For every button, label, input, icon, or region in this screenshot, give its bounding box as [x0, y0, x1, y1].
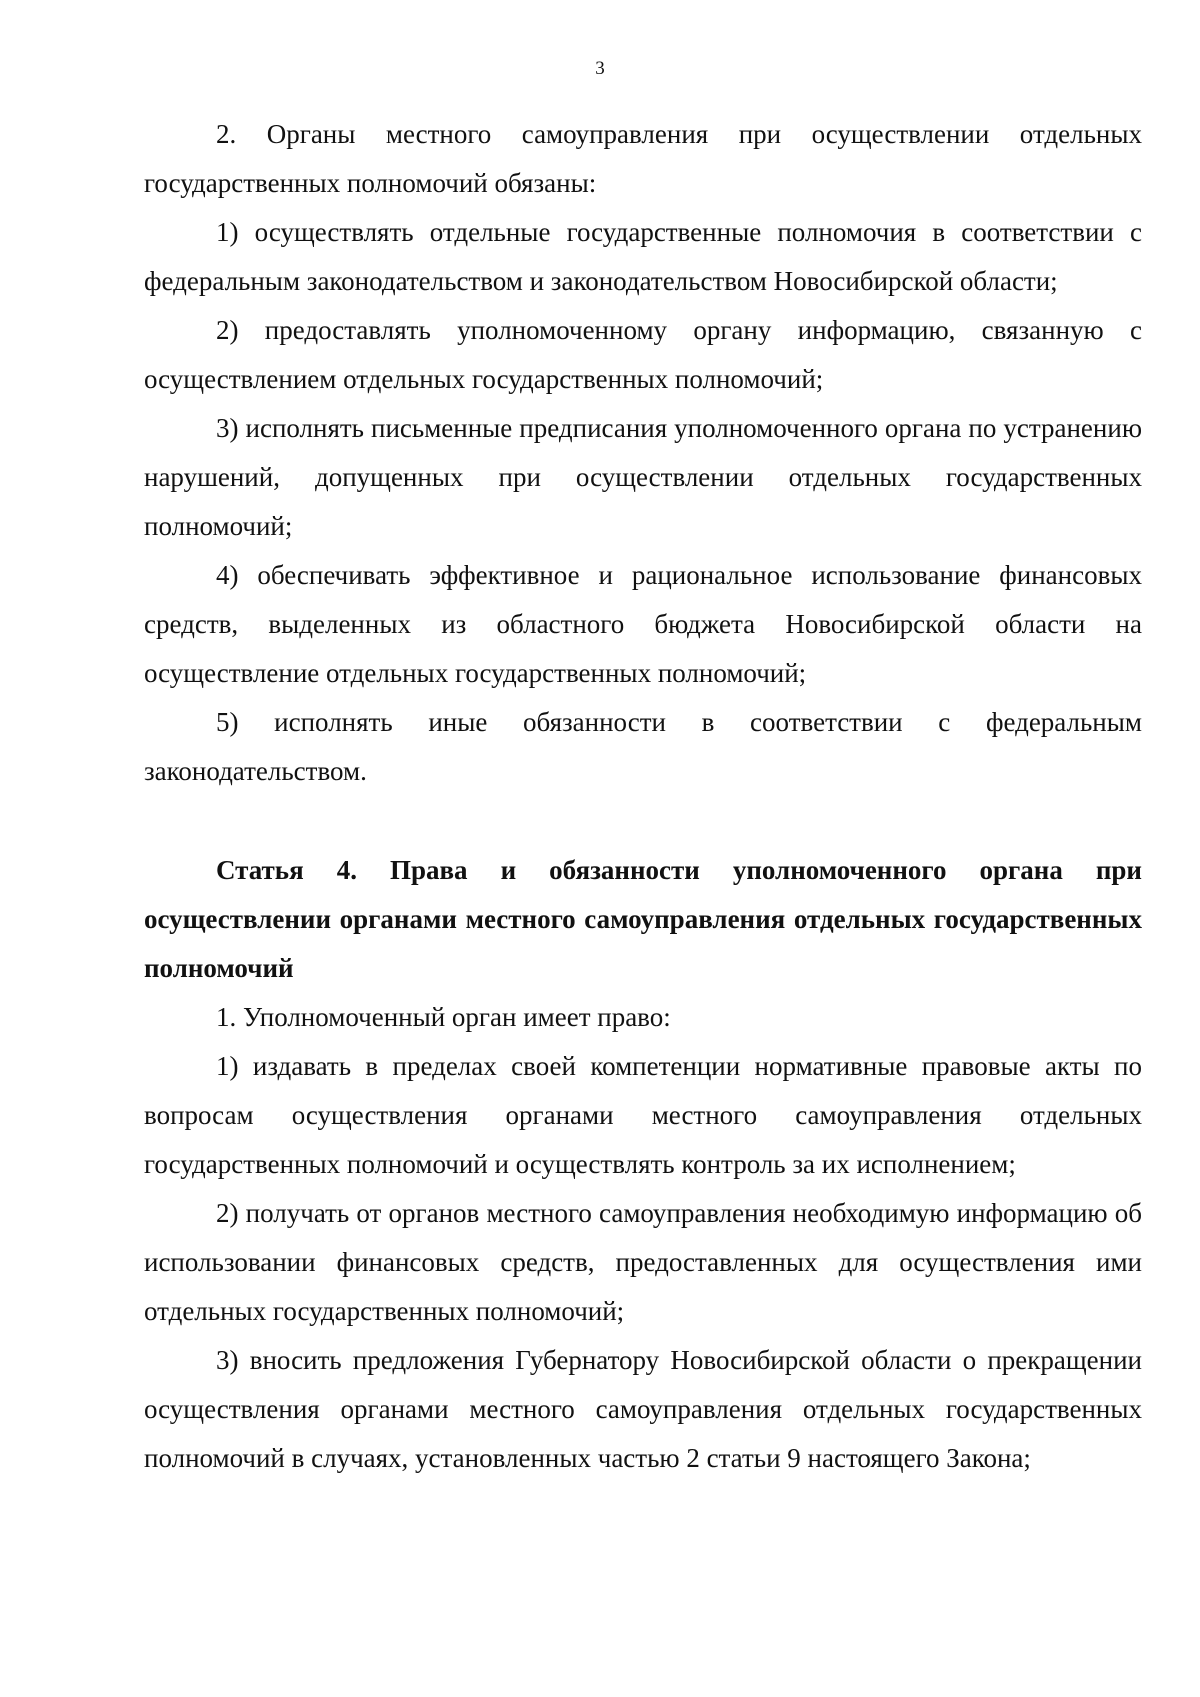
list-item: 2) предоставлять уполномоченному органу информацию, связанную с осуществлением отдельных государственных полномочий; [144, 315, 1142, 394]
list-item: 3) вносить предложения Губернатору Новосибирской области о прекращении осуществления органами местного самоуправления отдельных государственных полномочий в случаях, установленных частью 2 статьи 9 настоящего Закона; [144, 1345, 1142, 1473]
list-item: 4) обеспечивать эффективное и рациональное использование финансовых средств, выделенных из областного бюджета Новосибирской области на осуществление отдельных государственных полномочий; [144, 560, 1142, 688]
list-item: 5) исполнять иные обязанности в соответствии с федеральным законодательством. [144, 707, 1142, 786]
list-item: 1) издавать в пределах своей компетенции нормативные правовые акты по вопросам осуществления органами местного самоуправления отдельных государственных полномочий и осуществлять контроль за их исполнением; [144, 1051, 1142, 1179]
section-2-intro: 2. Органы местного самоуправления при осуществлении отдельных государственных полномочий обязаны: [144, 119, 1142, 198]
list-item: 3) исполнять письменные предписания уполномоченного органа по устранению нарушений, допущенных при осуществлении отдельных государственных полномочий; [144, 413, 1142, 541]
page-number: 3 [595, 58, 605, 79]
article-4-intro: 1. Уполномоченный орган имеет право: [216, 1002, 671, 1032]
document-body [144, 110, 1142, 1483]
list-item: 1) осуществлять отдельные государственные полномочия в соответствии с федеральным законодательством и законодательством Новосибирской области; [144, 217, 1142, 296]
article-4-heading: Статья 4. Права и обязанности уполномоченного органа при осуществлении органами местного самоуправления отдельных государственных полномочий [144, 855, 1142, 983]
list-item: 2) получать от органов местного самоуправления необходимую информацию об использовании финансовых средств, предоставленных для осуществления ими отдельных государственных полномочий; [144, 1198, 1142, 1326]
